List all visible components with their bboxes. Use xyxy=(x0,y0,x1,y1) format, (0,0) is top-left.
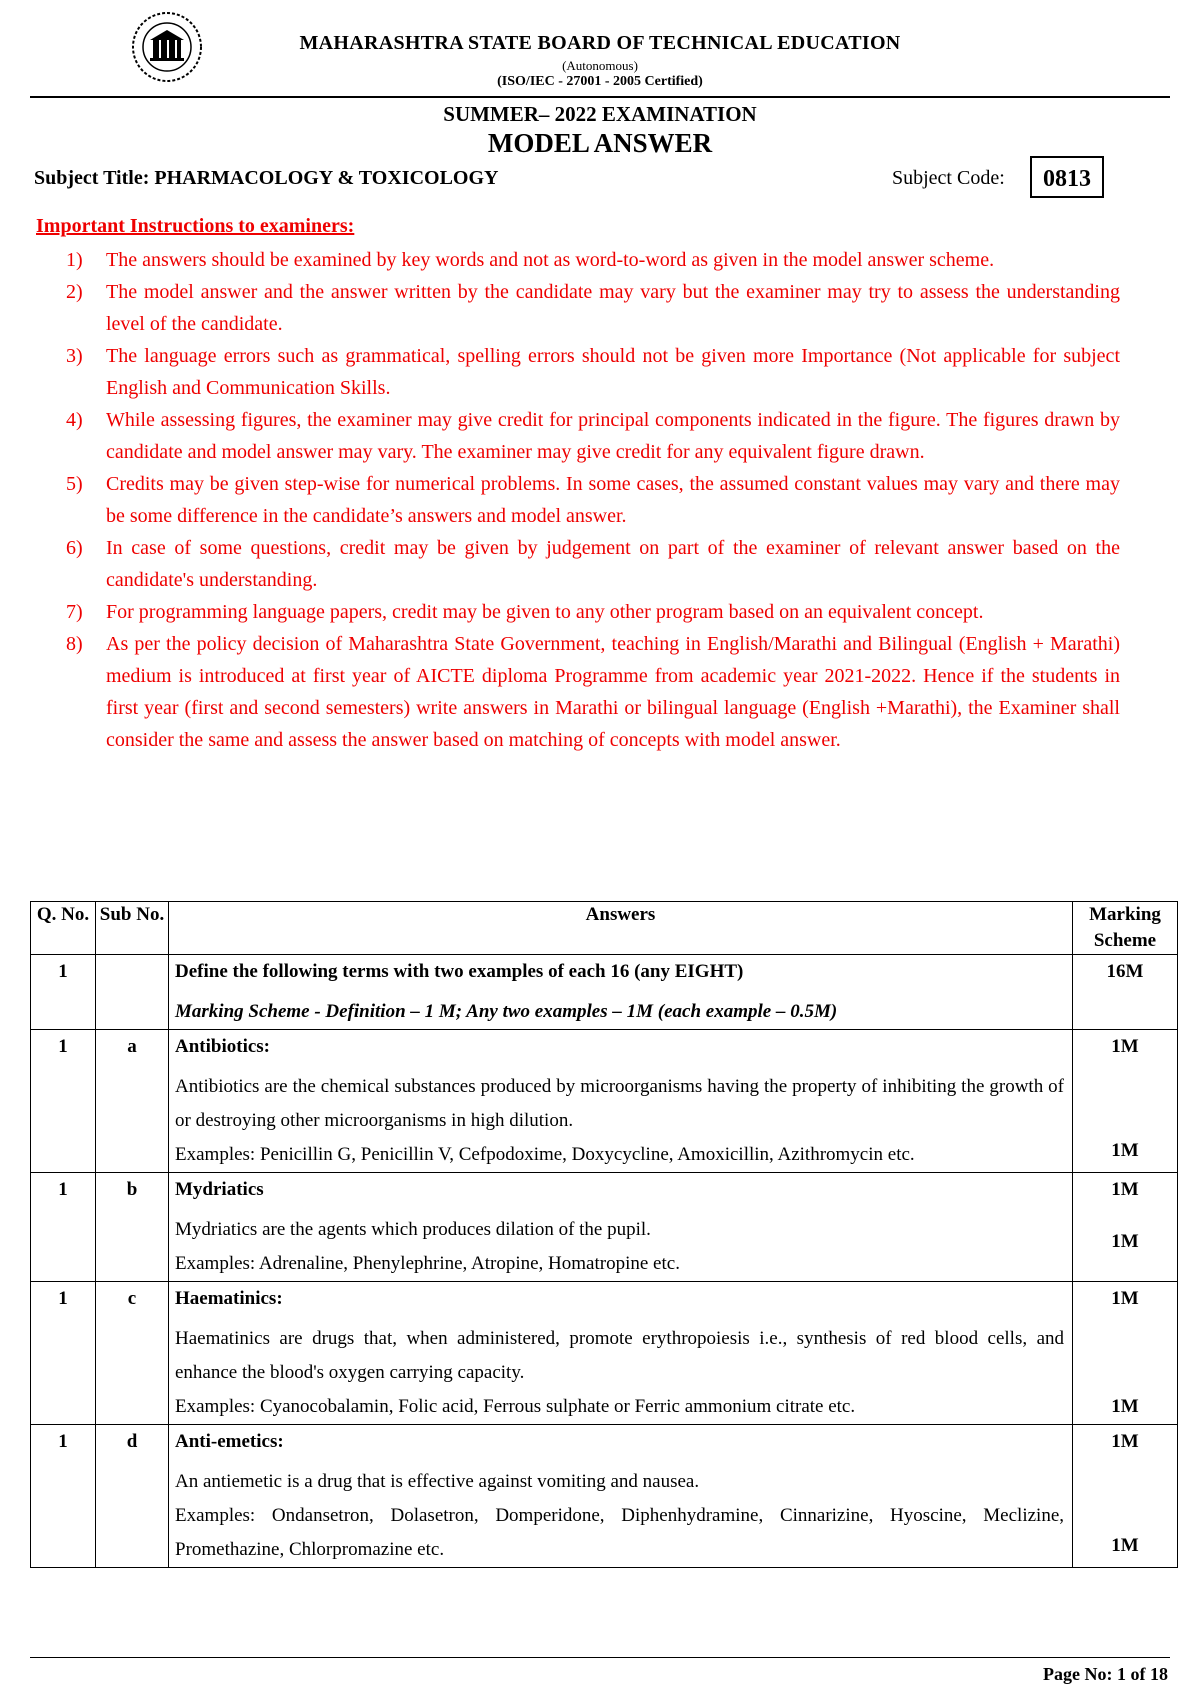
mark: 1M xyxy=(1111,1535,1139,1556)
instruction-number: 8) xyxy=(66,633,83,655)
answer-cell xyxy=(169,955,1073,1030)
q-number: 1 xyxy=(31,955,96,1030)
mark: 1M xyxy=(1111,1396,1139,1417)
mark: 1M xyxy=(1111,1179,1139,1200)
table-row xyxy=(31,1425,1178,1568)
autonomous-label: (Autonomous) xyxy=(562,58,638,73)
header-q-no: Q. No. xyxy=(31,902,96,955)
mark-cell xyxy=(1073,1282,1178,1425)
footer-divider xyxy=(30,1657,1170,1658)
instruction-text: While assessing figures, the examiner may give credit for principal components indicated in the figure. The figures drawn by candidate and model answer may vary. The examiner may give credit for any equivalent figure drawn. xyxy=(106,409,1120,463)
iso-certification: (ISO/IEC - 27001 - 2005 Certified) xyxy=(497,74,703,89)
instruction-item xyxy=(66,276,1120,340)
instruction-text: The language errors such as grammatical, spelling errors should not be given more Importance (Not applicable for subject English and Communication Skills. xyxy=(106,345,1120,399)
instruction-number: 5) xyxy=(66,473,83,495)
mark: 1M xyxy=(1111,1288,1139,1309)
answer-cell xyxy=(169,1030,1073,1173)
msbte-logo-icon xyxy=(130,10,204,84)
instruction-item xyxy=(66,596,1120,628)
mark: 1M xyxy=(1111,1140,1139,1161)
sub-number: c xyxy=(96,1282,169,1425)
term-title: Mydriatics xyxy=(175,1179,264,1200)
mark: 1M xyxy=(1111,1036,1139,1057)
instruction-item xyxy=(66,468,1120,532)
instruction-number: 1) xyxy=(66,249,83,271)
q-number: 1 xyxy=(31,1030,96,1173)
answers-table xyxy=(30,901,1178,1568)
instruction-number: 7) xyxy=(66,601,83,623)
instructions-heading: Important Instructions to examiners: xyxy=(36,215,355,237)
sub-number: b xyxy=(96,1173,169,1282)
instruction-item xyxy=(66,404,1120,468)
header-marking-scheme: Marking Scheme xyxy=(1073,902,1178,955)
model-answer-title: MODEL ANSWER xyxy=(487,128,713,158)
instruction-number: 4) xyxy=(66,409,83,431)
q-number: 1 xyxy=(31,1173,96,1282)
page-number: Page No: 1 of 18 xyxy=(1043,1664,1168,1684)
sub-number xyxy=(96,955,169,1030)
answer-cell xyxy=(169,1173,1073,1282)
q-number: 1 xyxy=(31,1282,96,1425)
instruction-text: As per the policy decision of Maharashtra State Government, teaching in English/Marathi and Bilingual (English + Marathi) medium is introduced at first year of AICTE diploma Programme from academic year 2021-2022. Hence if the students in first year (first and second semesters) write answers in Marathi or bilingual language (English +Marathi), the Examiner shall consider the same and assess the answer based on matching of concepts with model answer. xyxy=(106,633,1120,751)
instruction-number: 6) xyxy=(66,537,83,559)
term-examples: Examples: Penicillin G, Penicillin V, Cefpodoxime, Doxycycline, Amoxicillin, Azithromycin etc. xyxy=(175,1144,915,1165)
instruction-item xyxy=(66,532,1120,596)
term-definition: Haematinics are drugs that, when administered, promote erythropoiesis i.e., synthesis of red blood cells, and enhance the blood's oxygen carrying capacity. xyxy=(175,1328,1064,1383)
table-header-row xyxy=(31,902,1178,955)
marking-scheme-note: Marking Scheme - Definition – 1 M; Any two examples – 1M (each example – 0.5M) xyxy=(175,1001,838,1022)
instruction-text: The answers should be examined by key words and not as word-to-word as given in the model answer scheme. xyxy=(106,249,995,271)
subject-code-label: Subject Code: xyxy=(892,167,1005,189)
instruction-number: 3) xyxy=(66,345,83,367)
mark-cell xyxy=(1073,1030,1178,1173)
exam-title: SUMMER– 2022 EXAMINATION xyxy=(443,102,757,126)
sub-number: d xyxy=(96,1425,169,1568)
table-row xyxy=(31,955,1178,1030)
term-title: Antibiotics: xyxy=(175,1036,270,1057)
instruction-item xyxy=(66,628,1120,756)
instruction-text: In case of some questions, credit may be given by judgement on part of the examiner of relevant answer based on the candidate's understanding. xyxy=(106,537,1120,591)
term-definition: Antibiotics are the chemical substances produced by microorganisms having the property of inhibiting the growth of or destroying other microorganisms in high dilution. xyxy=(175,1076,1064,1131)
instruction-text: Credits may be given step-wise for numerical problems. In some cases, the assumed constant values may vary and there may be some difference in the candidate’s answers and model answer. xyxy=(106,473,1120,527)
instructions-list xyxy=(66,244,1120,756)
term-examples: Examples: Cyanocobalamin, Folic acid, Ferrous sulphate or Ferric ammonium citrate etc. xyxy=(175,1396,856,1417)
subject-title: Subject Title: PHARMACOLOGY & TOXICOLOGY xyxy=(34,167,499,189)
mark: 1M xyxy=(1111,1431,1139,1452)
term-title: Anti-emetics: xyxy=(175,1431,284,1452)
answer-cell xyxy=(169,1425,1073,1568)
mark-cell xyxy=(1073,1425,1178,1568)
mark: 1M xyxy=(1111,1231,1139,1252)
header-divider xyxy=(30,96,1170,98)
sub-number: a xyxy=(96,1030,169,1173)
header-answers: Answers xyxy=(169,902,1073,955)
board-name: MAHARASHTRA STATE BOARD OF TECHNICAL EDUCATION xyxy=(299,32,901,54)
mark: 16M xyxy=(1073,955,1178,1030)
table-row xyxy=(31,1030,1178,1173)
term-definition: An antiemetic is a drug that is effective against vomiting and nausea. xyxy=(175,1471,700,1492)
instruction-number: 2) xyxy=(66,281,83,303)
term-examples: Examples: Ondansetron, Dolasetron, Domperidone, Diphenhydramine, Cinnarizine, Hyoscine, Meclizine, Promethazine, Chlorpromazine etc. xyxy=(175,1505,1064,1560)
term-examples: Examples: Adrenaline, Phenylephrine, Atropine, Homatropine etc. xyxy=(175,1253,680,1274)
answer-cell xyxy=(169,1282,1073,1425)
instruction-item xyxy=(66,340,1120,404)
table-row xyxy=(31,1173,1178,1282)
term-definition: Mydriatics are the agents which produces dilation of the pupil. xyxy=(175,1219,651,1240)
question-title: Define the following terms with two examples of each 16 (any EIGHT) xyxy=(175,961,744,982)
mark-cell xyxy=(1073,1173,1178,1282)
subject-code: 0813 xyxy=(1030,156,1104,198)
header-sub-no: Sub No. xyxy=(96,902,169,955)
table-row xyxy=(31,1282,1178,1425)
instruction-text: The model answer and the answer written by the candidate may vary but the examiner may try to assess the understanding level of the candidate. xyxy=(106,281,1120,335)
q-number: 1 xyxy=(31,1425,96,1568)
instruction-item xyxy=(66,244,1120,276)
instruction-text: For programming language papers, credit may be given to any other program based on an equivalent concept. xyxy=(106,601,984,623)
term-title: Haematinics: xyxy=(175,1288,283,1309)
